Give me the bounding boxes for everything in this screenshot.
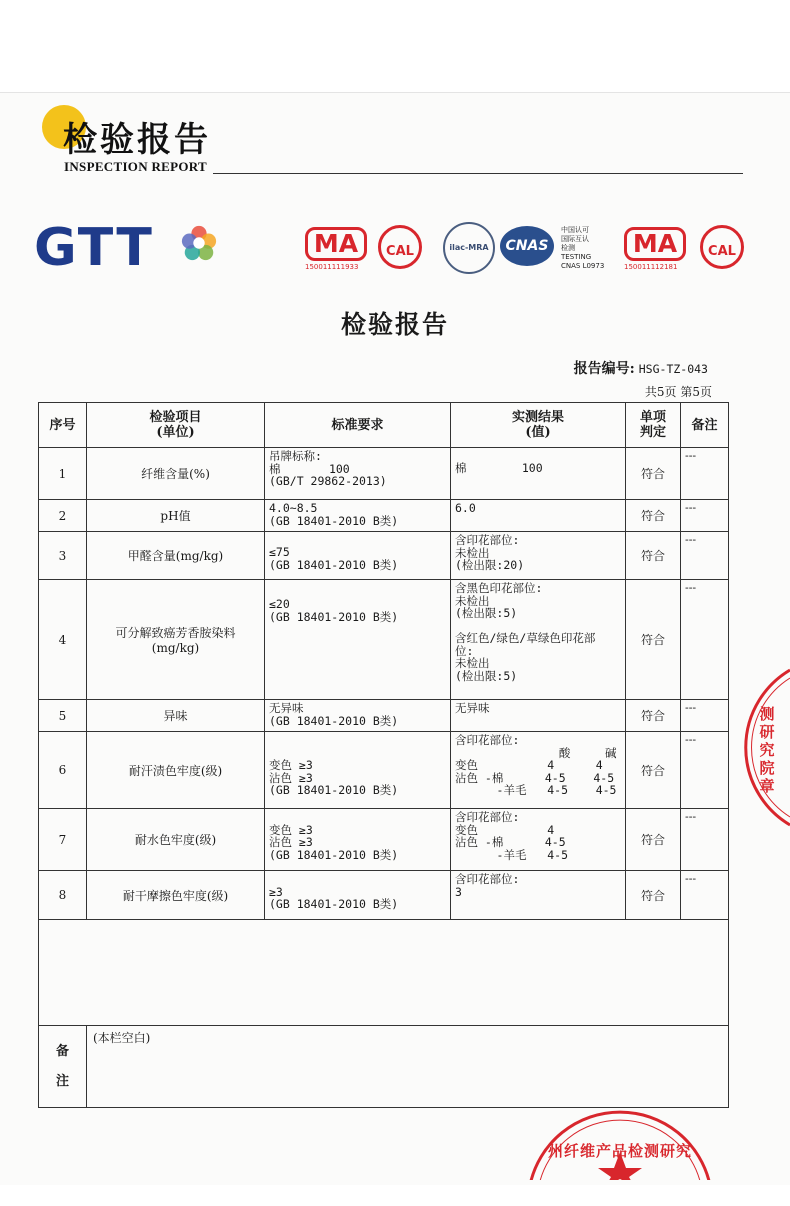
- header-judge-line: 单项: [639, 410, 666, 425]
- cell-judge: 符合: [626, 580, 681, 700]
- inspection-table: [38, 402, 729, 1108]
- cma-number: 150011112181: [624, 263, 678, 271]
- cell-item: 耐汗渍色牢度(级): [87, 732, 265, 809]
- header-judge: [626, 403, 681, 448]
- cell-result: 含黑色印花部位: 未检出 (检出限:5) 含红色/绿色/草绿色印花部 位: 未检出 (检出限:5): [451, 580, 626, 700]
- official-seal-bottom: [520, 1090, 720, 1180]
- gtt-flower-icon: [180, 224, 218, 262]
- cell-item-text: 可分解致癌芳香胺染料 (mg/kg): [115, 626, 236, 655]
- cnas-logo: CNAS: [500, 226, 554, 266]
- header-item: [87, 403, 265, 448]
- header-result-line: 实测结果: [511, 410, 564, 425]
- report-number-value: HSG-TZ-043: [638, 362, 708, 376]
- cell-judge: 符合: [626, 732, 681, 809]
- cell-remark: ---: [681, 500, 729, 532]
- cnas-caption-line: TESTING: [561, 253, 592, 261]
- cell-judge: 符合: [626, 700, 681, 732]
- cell-standard: ≤20 (GB 18401-2010 B类): [265, 580, 451, 700]
- cell-item: 异味: [87, 700, 265, 732]
- cell-seq: 4: [39, 580, 87, 700]
- cal-text: CAL: [386, 244, 414, 259]
- cnas-mark: [500, 226, 554, 266]
- cell-judge: 符合: [626, 532, 681, 580]
- table-row: [39, 732, 729, 809]
- table-row: [39, 700, 729, 732]
- cell-remark: ---: [681, 732, 729, 809]
- cell-result: 6.0: [451, 500, 626, 532]
- cell-remark: ---: [681, 700, 729, 732]
- cell-item: 甲醛含量(mg/kg): [87, 532, 265, 580]
- cell-standard: 无异味 (GB 18401-2010 B类): [265, 700, 451, 732]
- remarks-label-line: 注: [55, 1073, 69, 1089]
- seal-right-text: 测研究院 章: [759, 705, 775, 795]
- cell-standard: ≤75 (GB 18401-2010 B类): [265, 532, 451, 580]
- table-row: [39, 809, 729, 871]
- cell-standard: 4.0~8.5 (GB 18401-2010 B类): [265, 500, 451, 532]
- cell-remark: ---: [681, 871, 729, 920]
- header-seq: 序号: [39, 403, 87, 448]
- cell-result: 无异味: [451, 700, 626, 732]
- cma-mark-1: [305, 227, 367, 271]
- cell-seq: 7: [39, 809, 87, 871]
- cell-seq: 8: [39, 871, 87, 920]
- page-info: 共5页 第5页: [644, 385, 712, 399]
- cnas-caption-line: 中国认可: [561, 226, 589, 234]
- banner-divider: [213, 173, 743, 174]
- cal-logo: [700, 225, 744, 269]
- remarks-label: [39, 1026, 87, 1108]
- cal-mark-2: [700, 225, 744, 269]
- seal-bottom-text: 州纤维产品检测研究: [548, 1142, 693, 1160]
- cell-seq: 2: [39, 500, 87, 532]
- report-title: 检验报告: [340, 310, 449, 339]
- cnas-caption: [561, 226, 604, 271]
- cal-text: CAL: [708, 244, 736, 259]
- cnas-caption-line: 检测: [561, 244, 575, 252]
- ilac-mark: [443, 222, 495, 274]
- cell-judge: 符合: [626, 871, 681, 920]
- gtt-logo: GTT: [34, 218, 154, 278]
- cell-remark: ---: [681, 809, 729, 871]
- header-result-line: (值): [525, 425, 551, 440]
- header-item-line: 检验项目: [149, 410, 202, 425]
- header-result: [451, 403, 626, 448]
- table-header-row: [39, 403, 729, 448]
- cma-logo: MA: [624, 227, 686, 261]
- cma-mark-2: [624, 227, 686, 271]
- cell-seq: 1: [39, 448, 87, 500]
- cell-seq: 5: [39, 700, 87, 732]
- cma-logo: MA: [305, 227, 367, 261]
- report-number: [574, 358, 712, 378]
- cell-seq: 3: [39, 532, 87, 580]
- report-number-label: 报告编号:: [573, 361, 635, 377]
- remarks-text: (本栏空白): [87, 1026, 729, 1108]
- cell-judge: 符合: [626, 809, 681, 871]
- ilac-logo: ilac-MRA: [443, 222, 495, 274]
- table-row: [39, 448, 729, 500]
- cell-standard: ≥3 (GB 18401-2010 B类): [265, 871, 451, 920]
- cell-result: 棉 100: [451, 448, 626, 500]
- header-standard: 标准要求: [265, 403, 451, 448]
- cell-item: [87, 580, 265, 700]
- cell-standard: 变色 ≥3 沾色 ≥3 (GB 18401-2010 B类): [265, 732, 451, 809]
- table-blank-row: [39, 920, 729, 1026]
- cell-standard: 吊牌标称: 棉 100 (GB/T 29862-2013): [265, 448, 451, 500]
- table-row: [39, 871, 729, 920]
- cma-number: 150011111933: [305, 263, 359, 271]
- banner-subtitle: INSPECTION REPORT: [64, 159, 207, 174]
- table-row: [39, 580, 729, 700]
- cell-result: 含印花部位: 变色 4 沾色 -棉 4-5 -羊毛 4-5: [451, 809, 626, 871]
- remarks-label-line: 备: [55, 1043, 69, 1059]
- cell-remark: ---: [681, 532, 729, 580]
- header-remark: 备注: [681, 403, 729, 448]
- cell-remark: ---: [681, 448, 729, 500]
- cal-mark-1: [378, 225, 422, 269]
- header-item-line: (单位): [156, 425, 195, 440]
- cell-judge: 符合: [626, 448, 681, 500]
- cnas-caption-line: CNAS L0973: [561, 262, 605, 270]
- cell-judge: 符合: [626, 500, 681, 532]
- cell-remark: ---: [681, 580, 729, 700]
- table-row: [39, 532, 729, 580]
- table-row: [39, 500, 729, 532]
- blank-cell: [39, 920, 729, 1026]
- header-judge-line: 判定: [639, 425, 666, 440]
- cnas-caption-line: 国际互认: [561, 235, 589, 243]
- cell-item: 纤维含量(%): [87, 448, 265, 500]
- cell-standard: 变色 ≥3 沾色 ≥3 (GB 18401-2010 B类): [265, 809, 451, 871]
- cell-seq: 6: [39, 732, 87, 809]
- cell-item: pH值: [87, 500, 265, 532]
- cell-item: 耐干摩擦色牢度(级): [87, 871, 265, 920]
- cell-result: 含印花部位: 酸 碱 变色 4 4 沾色 -棉 4-5 4-5 -羊毛 4-5 4-5: [451, 732, 626, 809]
- cell-result: 含印花部位: 3: [451, 871, 626, 920]
- cell-result: 含印花部位: 未检出 (检出限:20): [451, 532, 626, 580]
- cell-item: 耐水色牢度(级): [87, 809, 265, 871]
- banner-title: 检验报告: [63, 120, 211, 160]
- cal-logo: [378, 225, 422, 269]
